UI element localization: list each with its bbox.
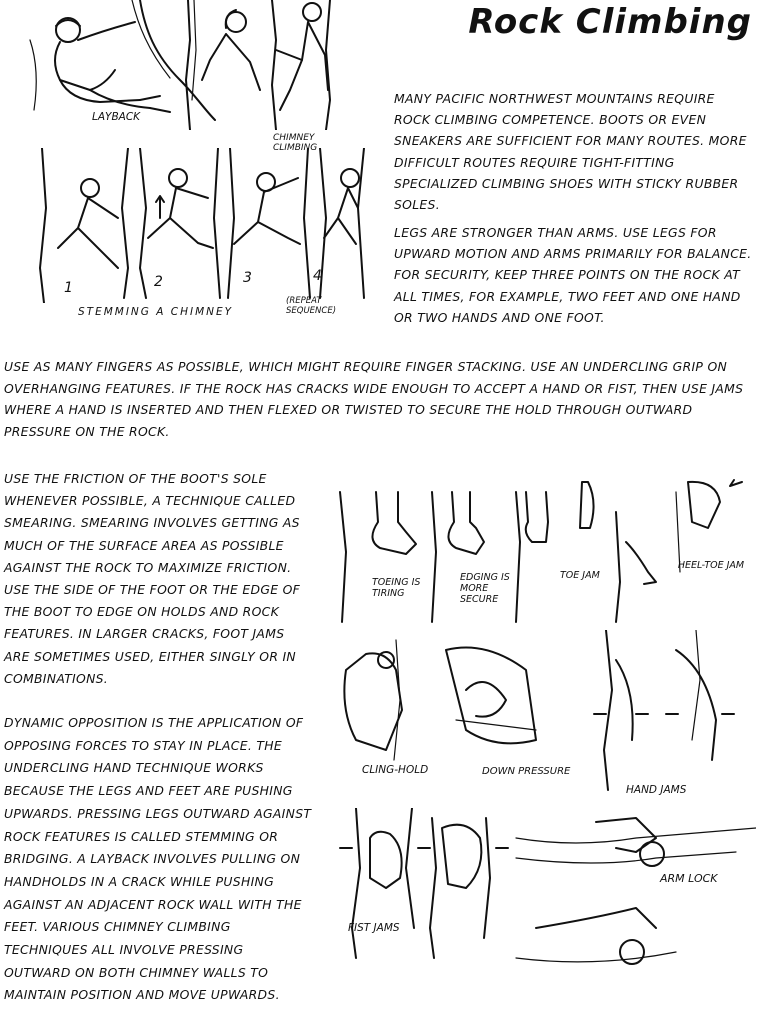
page-title: Rock Climbing: [468, 2, 752, 42]
chimney-climber-illustration: [180, 0, 350, 130]
repeat-sequence-label: (REPEAT SEQUENCE): [286, 296, 337, 316]
step-1-label: 1: [64, 280, 73, 296]
stemming-label: STEMMING A CHIMNEY: [78, 306, 234, 318]
arm-lock-label: ARM LOCK: [660, 872, 718, 885]
boot-techniques-illustration: [336, 472, 756, 627]
fingers-paragraph: USE AS MANY FINGERS AS POSSIBLE, WHICH MIGHT REQUIRE FINGER STACKING. USE AN UNDERCLING GRIP ON OVERHANGING FEATURES. IF THE ROCK HAS CRACKS WIDE ENOUGH TO ACCEPT A HAND OR FIST, THEN USE JAMS WHERE A HAND IS INSERTED AND THEN FLEXED OR TWISTED TO SECURE THE HOLD THROUGH OUTWARD PRESSURE ON THE ROCK.: [4, 359, 744, 439]
intro-paragraph: MANY PACIFIC NORTHWEST MOUNTAINS REQUIRE ROCK CLIMBING COMPETENCE. BOOTS OR EVEN SNEAKERS ARE SUFFICIENT FOR MANY ROUTES. MORE DIFFICULT ROUTES REQUIRE TIGHT-FITTING SPECIALIZED CLIMBING SHOES WITH STICKY RUBBER SOLES.: [394, 91, 747, 213]
edging-label: EDGING IS MORE SECURE: [460, 572, 510, 605]
hand-jams-label: HAND JAMS: [626, 784, 687, 796]
jams-illustration: [336, 808, 756, 968]
step-2-label: 2: [154, 274, 163, 290]
toeing-label: TOEING IS TIRING: [372, 577, 421, 599]
opposition-paragraph: DYNAMIC OPPOSITION IS THE APPLICATION OF OPPOSING FORCES TO STAY IN PLACE. THE UNDERCLING HAND TECHNIQUE WORKS BECAUSE THE LEGS AND FEET ARE PUSHING UPWARDS. PRESSING LEGS OUTWARD AGAINST ROCK FEATURES IS CALLED STEMMING OR BRIDGING. A LAYBACK INVOLVES PULLING ON HANDHOLDS IN A CRACK WHILE PUSHING AGAINST AN ADJACENT ROCK WALL WITH THE FEET. VARIOUS CHIMNEY CLIMBING TECHNIQUES ALL INVOLVE PRESSING OUTWARD ON BOTH CHIMNEY WALLS TO MAINTAIN POSITION AND MOVE UPWARDS.: [4, 715, 312, 1003]
chimney-climbing-label: CHIMNEY CLIMBING: [273, 133, 318, 153]
heel-toe-jam-label: HEEL-TOE JAM: [677, 560, 745, 571]
friction-paragraph: USE THE FRICTION OF THE BOOT'S SOLE WHENEVER POSSIBLE, A TECHNIQUE CALLED SMEARING. SMEARING INVOLVES GETTING AS MUCH OF THE SURFACE AREA AS POSSIBLE AGAINST THE ROCK TO MAXIMIZE FRICTION. USE THE SIDE OF THE FOOT OR THE EDGE OF THE BOOT TO EDGE ON HOLDS AND ROCK FEATURES. IN LARGER CRACKS, FOOT JAMS ARE SOMETIMES USED, EITHER SINGLY OR IN COMBINATIONS.: [4, 471, 301, 686]
step-4-label: 4: [313, 268, 322, 284]
toe-jam-label: TOE JAM: [560, 570, 600, 581]
step-3-label: 3: [243, 270, 252, 286]
down-pressure-label: DOWN PRESSURE: [482, 766, 571, 777]
cling-hold-label: CLING-HOLD: [362, 764, 429, 776]
fist-jams-label: FIST JAMS: [348, 922, 400, 934]
legs-paragraph: LEGS ARE STRONGER THAN ARMS. USE LEGS FOR UPWARD MOTION AND ARMS PRIMARILY FOR BALANCE. FOR SECURITY, KEEP THREE POINTS ON THE ROCK AT ALL TIMES, FOR EXAMPLE, TWO FEET AND ONE HAND OR TWO HANDS AND ONE FOOT.: [394, 225, 752, 325]
layback-label: LAYBACK: [92, 111, 141, 123]
